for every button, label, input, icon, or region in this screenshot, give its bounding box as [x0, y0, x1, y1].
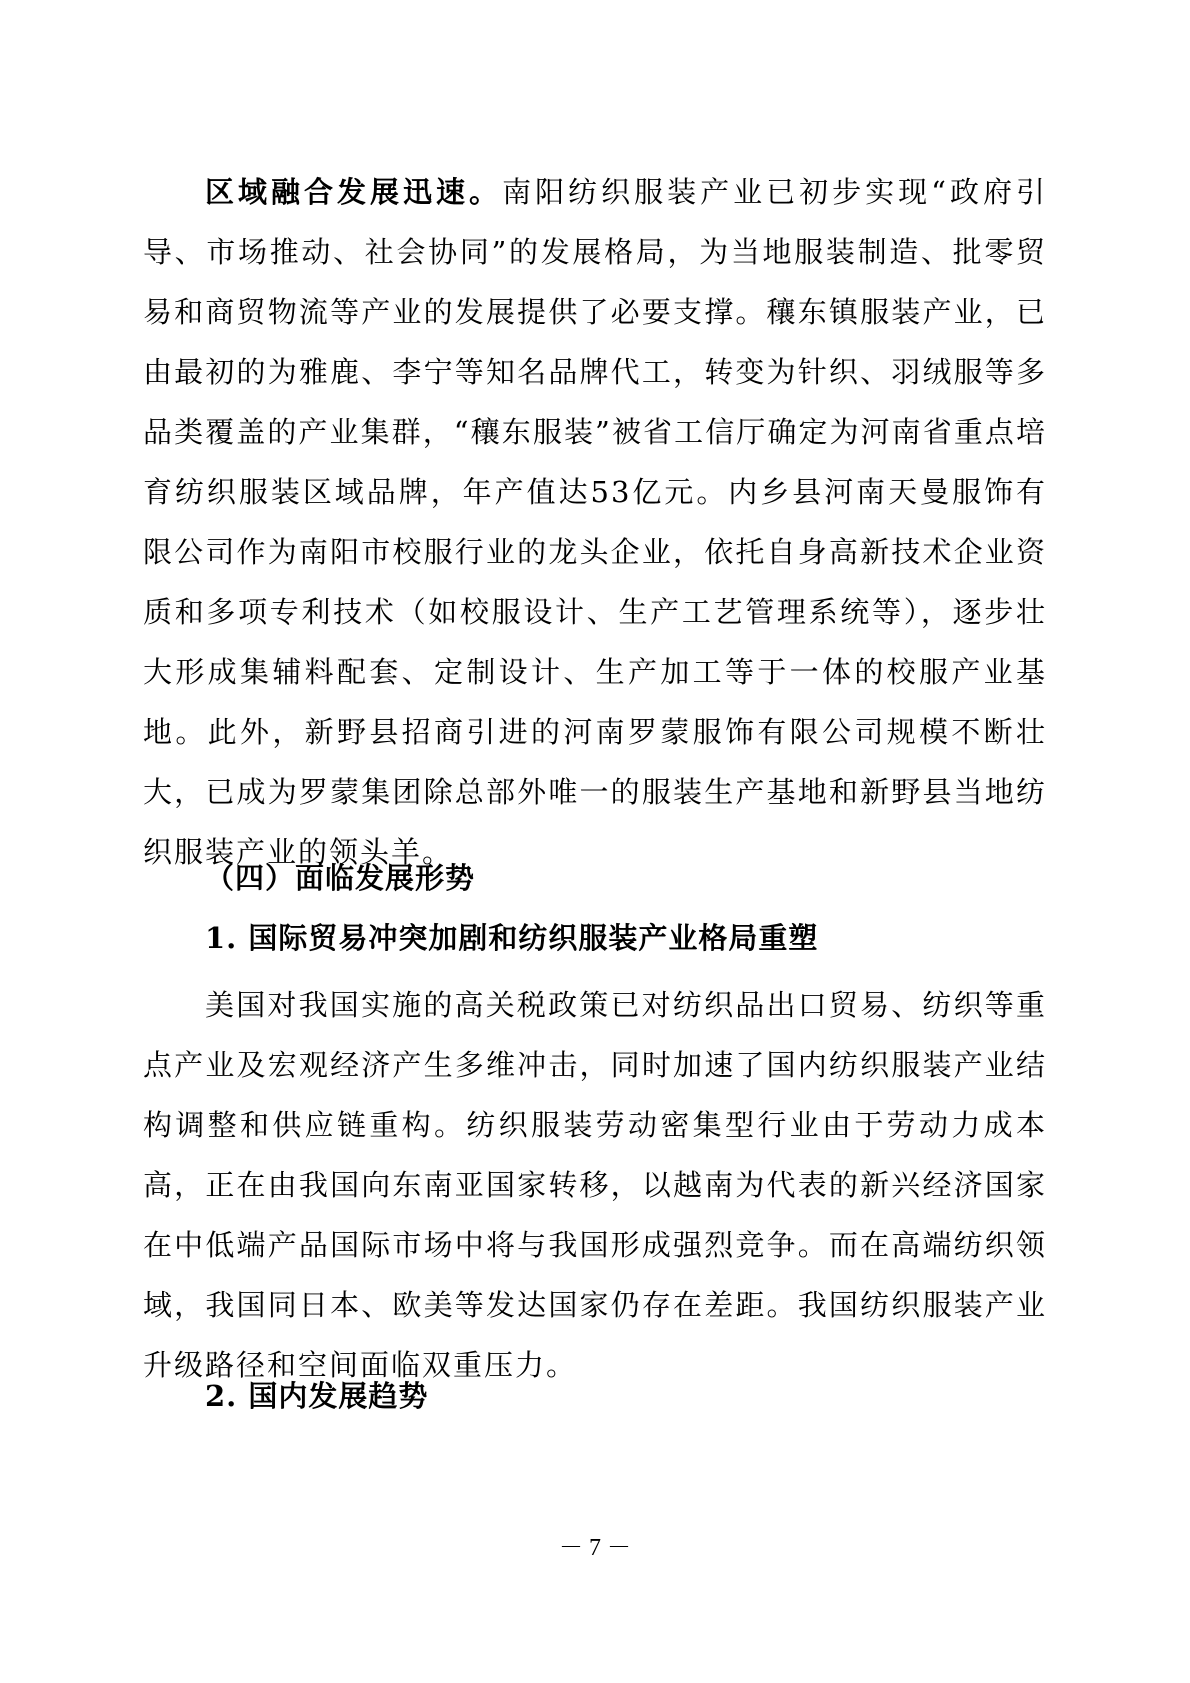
paragraph-body: 南阳纺织服装产业已初步实现“政府引导、市场推动、社会协同”的发展格局，为当地服装制造、批零贸易和商贸物流等产业的发展提供了必要支撑。穰东镇服装产业，已由最初的为雅鹿、李宁等知名品牌代工，转变为针织、羽绒服等多品类覆盖的产业集群，“穰东服装”被省工信厅确定为河南省重点培育纺织服装区域品牌，年产值达53亿元。内乡县河南天曼服饰有限公司作为南阳市校服行业的龙头企业，依托自身高新技术企业资质和多项专利技术（如校服设计、生产工艺管理系统等），逐步壮大形成集辅料配套、定制设计、生产加工等于一体的校服产业基地。此外，新野县招商引进的河南罗蒙服饰有限公司规模不断壮大，已成为罗蒙集团除总部外唯一的服装生产基地和新野县当地纺织服装产业的领头羊。 [143, 175, 1047, 869]
paragraph-regional-integration [143, 162, 1047, 882]
paragraph-lead: 区域融合发展迅速。 [205, 175, 503, 209]
subheading-trade-conflict: 1. 国际贸易冲突加剧和纺织服装产业格局重塑 [205, 921, 819, 955]
subheading-2-block [143, 1366, 1047, 1426]
subheading-domestic-trend: 2. 国内发展趋势 [205, 1379, 429, 1413]
section-heading-block [143, 848, 1047, 908]
page-number: － 7 － [559, 1535, 631, 1561]
paragraph [143, 162, 1047, 882]
section-heading: （四）面临发展形势 [205, 861, 476, 895]
paragraph-trade-block [143, 975, 1047, 1395]
subheading-1-block [143, 908, 1047, 968]
paragraph-trade: 美国对我国实施的高关税政策已对纺织品出口贸易、纺织等重点产业及宏观经济产生多维冲击，同时加速了国内纺织服装产业结构调整和供应链重构。纺织服装劳动密集型行业由于劳动力成本高，正在由我国向东南亚国家转移，以越南为代表的新兴经济国家在中低端产品国际市场中将与我国形成强烈竞争。而在高端纺织领域，我国同日本、欧美等发达国家仍存在差距。我国纺织服装产业升级路径和空间面临双重压力。 [143, 988, 1047, 1382]
